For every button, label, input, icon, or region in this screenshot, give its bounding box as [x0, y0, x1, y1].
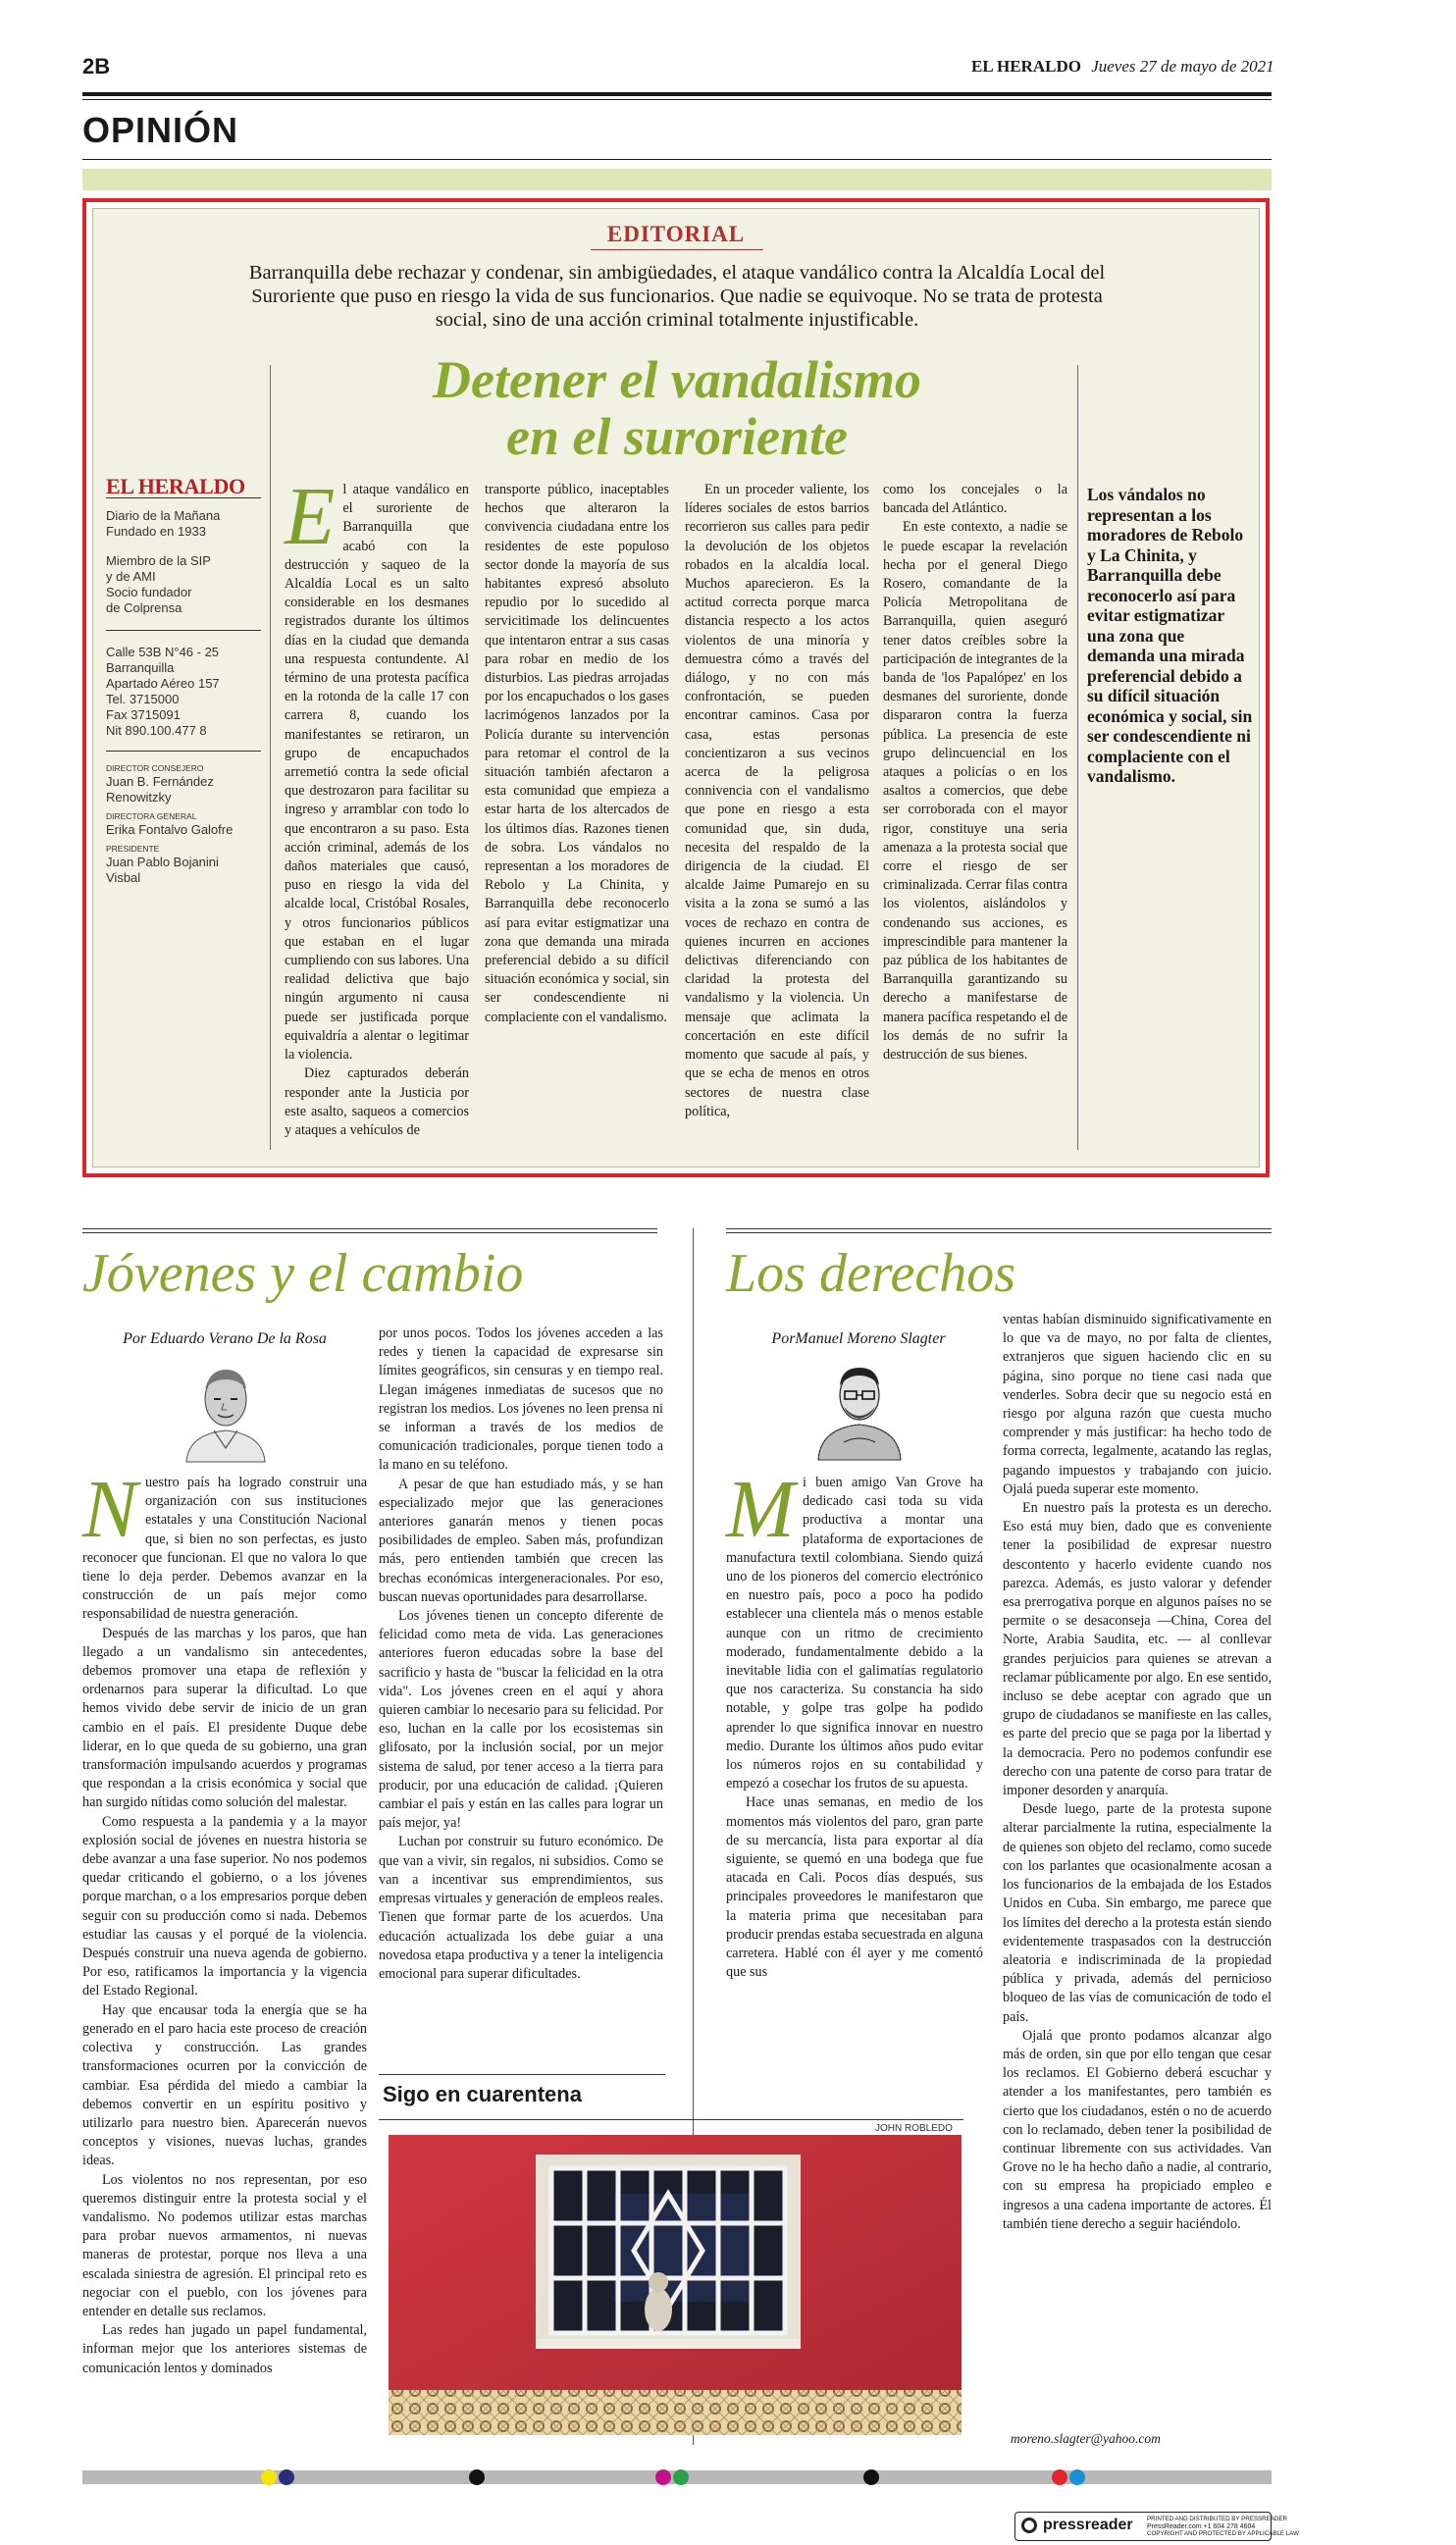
- registration-mark-magenta: [655, 2469, 671, 2485]
- photo-top-rule: [379, 2074, 665, 2075]
- left-column-text-2: [379, 1324, 663, 2068]
- masthead-role3: PRESIDENTE: [106, 844, 160, 854]
- section-green-band: [82, 169, 1272, 190]
- photo-credit: JOHN ROBLEDO: [875, 2123, 953, 2134]
- right-column-title: Los derechos: [726, 1243, 1016, 1304]
- masthead-rule-2: [106, 630, 261, 631]
- right-column-text-2: [1003, 1311, 1272, 2431]
- header-rule-thin: [82, 99, 1272, 100]
- masthead-addr5: Fax 3715091: [106, 707, 181, 722]
- editorial-paragraph-3: En un proceder valiente, los líderes sociales de estos barrios recorrieron sus calles para pedir la devolución de los objetos robados en la alcaldía local. Muchos aparecieron. Es la actitud correcta porque marca distancia respecto a los actos violentos de una minoría y demuestra cómo a través del diálogo, y no con más confrontación, se pueden encontrar caminos. Casa por casa, estas personas concientizaron a sus vecinos acerca de la peligrosa connivencia con el vandalismo que pone en riesgo a esta comunidad que, sin duda, necesita del respaldo de la dirigencia de la ciudad. El alcalde Jaime Pumarejo en su visita a la zona se sumó a las voces de rechazo en contra de quienes incurren en acciones delictivas diferenciando con claridad la protesta del vandalismo y la violencia. Un mensaje que aclimata la concertación en este difícil momento que sacude al país, y que se echa de menos en otros sectores de nuestra clase política,: [685, 482, 869, 1119]
- header-publication: [971, 57, 1272, 77]
- editorial-column-2: [485, 481, 669, 1158]
- editorial-paragraph-1: l ataque vandálico en el suroriente de Barranquilla que acabó con la destrucción y saqueo de la Alcaldía Local es un salto considerable en los desmanes registrados durante los últimos días en la ciudad que demanda una respuesta contundente. Al término de una protesta pacífica en la rotonda de la calle 17 con carrera 8, cuando los manifestantes se retiraron, un grupo de encapuchados arremetió contra la sede oficial que destrozaron para facilitar su ingreso y arramblar con todo lo que encontraron a su paso. Esta acción criminal, además de los daños materiales que causó, puso en riesgo la vida del alcalde local, Cristóbal Rosales, y otros funcionarios públicos que estaban en el lugar cumpliendo con sus labores. Una realidad delictiva que bajo ningún argumento ni causa puede ser justificada porque equivaldría a alentar o legitimar la violencia.: [285, 482, 469, 1064]
- editorial-title: [255, 351, 1099, 465]
- right-column-paragraph-2: Hace unas semanas, en medio de los momentos más violentos del paro, gran parte de su mercancía, lista para exportar al día siguiente, se quemó en una bodega que fue atacada en Cali. Pocos días después, sus principales proveedores le manifestaron que la materia prima que necesitaban para producir prendas estaba secuestrada en alguna carretera. Hablé con él ayer y me comentó que sus: [726, 1794, 983, 1981]
- left-column-paragraph-9: Los jóvenes tienen un concepto diferente de felicidad como meta de vida. Las generaciones anteriores fueron educadas sobre la base del sacrificio y hasta de "buscar la felicidad en la otra vida". Los jóvenes creen en el aquí y ahora quieren cambiar lo necesario para su felicidad. Por eso, luchan en la calle por los ecosistemas sin glifosato, por la inclusión social, por un mejor sistema de salud, por tener acceso a la tierra para producir, por una educación de calidad. ¡Quieren cambiar el país y están en las calles para lograr un país mejor, ya!: [379, 1608, 663, 1832]
- left-column-paragraph-3: Como respuesta a la pandemia y a la mayor explosión social de jóvenes en nuestra historia se debe avanzar a una fase superior. No nos podemos quedar criticando el gobierno, o a los jóvenes porque marchan, o a los empresarios porque deben seguir con su producción como si nada. Debemos estudiar las causas y el porqué de la violencia. Después construir una nueva agenda de gobierno. Por eso, ratificamos la importancia y la vigencia del Estado Regional.: [82, 1813, 367, 2000]
- registration-mark-navy: [279, 2469, 294, 2485]
- pullquote-divider: [1077, 365, 1078, 1150]
- masthead-name3a: Juan Pablo Bojanini: [106, 855, 219, 869]
- masthead-name2: Erika Fontalvo Galofre: [106, 822, 234, 837]
- masthead-tagline2: Fundado en 1933: [106, 524, 206, 539]
- masthead-member2: y de AMI: [106, 569, 156, 584]
- registration-mark-green: [673, 2469, 689, 2485]
- right-column-email[interactable]: moreno.slagter@yahoo.com: [1011, 2431, 1161, 2446]
- masthead-member4: de Colprensa: [106, 600, 182, 615]
- right-column-paragraph-4: En nuestro país la protesta es un derecho. Eso está muy bien, dado que es conveniente tener la posibilidad de expresar nuestro descontento y hacerlo evidente cuando nos parezca. Además, es justo valorar y defender esa prerrogativa porque en algunos países no se permite o se desaconseja —China, Corea del Norte, Arabia Saudita, etc. — al conllevar grandes perjuicios para quienes se atrevan a reclamar públicamente por algo. En ese sentido, incluso se debe aceptar con agrado que un grupo de ciudadanos se manifieste en las calles, es parte del precio que se paga por la libertad y la democracia. Pero no podemos confundir ese derecho con una patente de corso para tratar de imponer desorden y anarquía.: [1003, 1500, 1272, 1799]
- masthead-logo: EL HERALDO: [106, 474, 245, 498]
- left-column-paragraph-4: Hay que encausar toda la energía que se ha generado en el paro hacia este proceso de creación colectiva y construcción. Las grandes transformaciones ocurren por la convicción de cambiar. Esa pérdida del miedo a cambiar la debemos convertir en un espíritu positivo y utilizarlo para nuestro bien. Aparecerán nuevos conceptos y visiones, nuevas luchas, grandes ideas.: [82, 2001, 367, 2169]
- masthead-member1: Miembro de la SIP: [106, 553, 211, 568]
- left-column-byline: Por Eduardo Verano De la Rosa: [123, 1330, 327, 1347]
- right-author-portrait: [810, 1356, 909, 1460]
- editorial-lead: Barranquilla debe rechazar y condenar, sin ambigüedades, el ataque vandálico contra la Alcaldía Local del Suroriente que puso en riesgo la vida de sus funcionarios. Que nadie se equivoque. No se trata de protesta social, sino de una acción criminal totalmente injustificable.: [248, 262, 1106, 331]
- section-title: OPINIÓN: [82, 110, 239, 150]
- right-column-paragraph-1: i buen amigo Van Grove ha dedicado casi toda su vida productiva a montar una plataforma de exportaciones de manufactura textil colombiana. Siendo quizá uno de los pioneros del comercio electrónico en nuestro país, poco a poco ha podido establecer una clientela más o menos estable aunque con un ritmo de crecimiento moderado, fundamentalmente debido a la inevitable lidia con el galimatías regulatorio que nos caracteriza. Su constancia ha sido notable, y golpe tras golpe ha podido aprender lo que significa innovar en nuestro medio. Durante los últimos años pudo evitar los números rojos en su contabilidad y empezó a cosechar los frutos de su apuesta.: [726, 1475, 983, 1792]
- left-column-paragraph-8: A pesar de que han estudiado más, y se han especializado mejor que las generaciones anteriores ganarán menos y tienen pocas posibilidades de empleo. Saben más, profundizan más, pero entienden también que crecen las brechas económicas intergeneracionales. Por eso, buscan nuevas oportunidades para desarrollarse.: [379, 1476, 663, 1605]
- header-rule: [82, 92, 1272, 96]
- masthead-addr6: Nit 890.100.477 8: [106, 723, 207, 738]
- masthead-name1a: Juan B. Fernández: [106, 774, 214, 789]
- editorial-column-4: [883, 481, 1067, 1158]
- pressreader-badge[interactable]: [1014, 2512, 1299, 2541]
- registration-mark-red: [1052, 2469, 1067, 2485]
- masthead-divider: [270, 365, 271, 1150]
- left-column-paragraph-1: uestro país ha logrado construir una organización con sus instituciones estatales y una Constitución Nacional que, si bien no son perfectas, es justo reconocer que funcionan. El que no valora lo que tiene lo deja perder. Debemos avanzar en la construcción de un país mejor como responsabilidad de nuestra generación.: [82, 1475, 367, 1623]
- editorial-label: EDITORIAL: [606, 222, 746, 246]
- editorial-drop-cap: E: [285, 471, 336, 562]
- left-column-paragraph-10: Luchan por construir su futuro económico. De que van a vivir, sin regalos, ni subsidios. Como se van a incentivar sus emprendimientos, sus empresas virtuales y generación de empleos reales. Tienen que formar parte de los acuerdos. Una educación actualizada los debe guiar a una novedosa etapa productiva y a tener la inteligencia emocional para superar dificultades.: [379, 1834, 663, 1982]
- page-number: 2B: [82, 54, 111, 78]
- masthead-addr2: Barranquilla: [106, 660, 175, 675]
- masthead-name3b: Visbal: [106, 870, 141, 885]
- registration-mark-black-2: [863, 2469, 879, 2485]
- masthead-addr4: Tel. 3715000: [106, 692, 180, 706]
- editorial-paragraph-4: como los concejales o la bancada del Atlántico.: [883, 482, 1067, 517]
- pressreader-line2: PressReader.com +1 604 278 4604: [1147, 2522, 1256, 2530]
- masthead-role2: DIRECTORA GENERAL: [106, 811, 197, 821]
- masthead: [106, 474, 261, 886]
- left-author-portrait: [177, 1358, 275, 1462]
- pressreader-logo-icon: [1021, 2518, 1037, 2533]
- masthead-addr3: Apartado Aéreo 157: [106, 676, 220, 691]
- masthead-member3: Socio fundador: [106, 585, 192, 599]
- editorial-title-line1: Detener el vandalismo: [433, 350, 921, 409]
- right-column-drop-cap: M: [726, 1464, 795, 1555]
- editorial-column-3: [685, 481, 869, 1158]
- masthead-tagline1: Diario de la Mañana: [106, 508, 221, 523]
- section-rule: [82, 159, 1272, 160]
- registration-mark-black-1: [469, 2469, 485, 2485]
- editorial-pullquote: Los vándalos no representan a los moradores de Rebolo y La Chinita, y Barranquilla debe reconocerlo así para evitar estigmatizar una zona que demanda una mirada preferencial debido a su difícil situación económica y social, sin ser condescendiente ni complaciente con el vandalismo.: [1087, 485, 1253, 786]
- registration-mark-yellow: [261, 2469, 277, 2485]
- right-column-top-rule-2: [726, 1232, 1272, 1233]
- left-column-top-rule: [82, 1228, 657, 1229]
- left-column-drop-cap: N: [82, 1464, 138, 1555]
- left-column-paragraph-2: Después de las marchas y los paros, que han llegado a un vandalismo sin antecedentes, debemos promover una etapa de reflexión y ordenarnos para superar la dificultad. Lo que hemos vivido debe servir de inicio de un gran cambio en el país. El presidente Duque debe liderar, en lo que queda de su gobierno, una gran transformación impulsando acuerdos y programas que respondan a la crisis económica y social que han surgido nítidas como solución del malestar.: [82, 1625, 367, 1811]
- left-column-top-rule-2: [82, 1232, 657, 1233]
- pressreader-info: [1147, 2516, 1299, 2538]
- editorial-paragraph-5: En este contexto, a nadie se le puede escapar la revelación hecha por el general Diego Rosero, comandante de la Policía Metropolitana de Barranquilla, quien aseguró tener datos creíbles sobre la participación de integrantes de la banda de 'los Papalópez' en los desmanes del suroriente, donde dispararon contra la fuerza pública. La presencia de este grupo delincuencial en los ataques a policías o en los asaltos a comercios, que debe ser corroborada con el mayor rigor, constituye una seria amenaza a la protesta social que corre el riesgo de ser criminalizada. Cerrar filas contra los violentos, aislándolos y condenando sus acciones, es imprescindible para mantener la paz pública de los habitantes de Barranquilla garantizando su derecho a manifestarse de manera pacífica respetando el de los demás de no sufrir la destrucción de sus bienes.: [883, 519, 1067, 1064]
- photo-caption-title: Sigo en cuarentena: [383, 2082, 582, 2106]
- pressreader-line1: PRINTED AND DISTRIBUTED BY PRESSREADER: [1147, 2516, 1287, 2522]
- publication-name: EL HERALDO: [971, 57, 1081, 76]
- editorial-paragraph-2-cont: transporte público, inaceptables hechos que alteraron la convivencia ciudadana entre los residentes de este populoso sector donde la mayoría de sus habitantes expresó absoluto repudio por lo sucedido al servicitimade los delincuentes que intentaron entrar a sus casas para robar en medio de los disturbios. Las piedras arrojadas por los encapuchados o los gases lacrimógenos lanzados por la Policía durante su intervención para retomar el control de la situación también afectaron a esta comunidad que empieza a estar harta de los altercados de los últimos días. Razones tienen de sobra. Los vándalos no representan a los moradores de Rebolo y La Chinita, y Barranquilla debe reconocerlo así para evitar estigmatizar una zona que demanda una mirada preferencial debido a su difícil situación económica y social, sin ser condescendiente ni complaciente con el vandalismo.: [485, 482, 669, 1025]
- left-column-paragraph-6: Las redes han jugado un papel fundamental, informan mejor que los anteriores sistemas de comunicación lentos y dominados: [82, 2322, 367, 2376]
- left-column-title: Jóvenes y el cambio: [82, 1243, 524, 1304]
- masthead-name1b: Renowitzky: [106, 790, 172, 805]
- masthead-addr1: Calle 53B N°46 - 25: [106, 645, 220, 659]
- editorial-paragraph-2: Diez capturados deberán responder ante la Justicia por este asalto, saqueos a comercios y ataques a vehículos de: [285, 1065, 469, 1138]
- pressreader-line3: COPYRIGHT AND PROTECTED BY APPLICABLE LAW: [1147, 2530, 1299, 2538]
- masthead-rule-3: [106, 751, 261, 752]
- right-column-byline: PorManuel Moreno Slagter: [771, 1330, 946, 1347]
- header-date: Jueves 27 de mayo de 2021: [1091, 57, 1274, 76]
- right-column-paragraph-5: Desde luego, parte de la protesta supone alterar parcialmente la rutina, especialmente la de quienes son objeto del reclamo, como sucede con los parlantes que ocasionalmente acosan a los funcionarios de la embajada de los Estados Unidos en Cuba. Sin embargo, me parece que los límites del derecho a la protesta están siendo evidentemente traspasados con la destrucción aleatoria e indiscriminada de la propiedad pública y privada, además del pernicioso bloqueo de las vías de comunicación de todo el país.: [1003, 1801, 1272, 2025]
- right-column-text-1: [726, 1464, 983, 2445]
- right-column-paragraph-3: ventas habían disminuido significativamente en lo que va de mayo, no por falta de clientes, extranjeros que siguen haciendo clic en su página, sino porque no tiene casi nada que venderles. Sobra decir que su negocio está en riesgo por alguna razón que cuesta mucho comprender y más justificar: ha hecho todo de forma correcta, legalmente, acatando las reglas, pagando impuestos y trabajando con juicio. Ojalá pueda superar este momento.: [1003, 1312, 1272, 1497]
- pressreader-brand: pressreader: [1043, 2517, 1133, 2533]
- right-column-top-rule: [726, 1228, 1272, 1229]
- left-column-paragraph-7: por unos pocos. Todos los jóvenes acceden a las redes y tienen la capacidad de expresarse sin límites geográficos, sin censuras y en tiempo real. Llegan imágenes inmediatas de sucesos que no registran los medios. Los jóvenes no leen prensa ni se informan a través de los medios de comunicación tradicionales, porque tienen todo a la mano en su teléfono.: [379, 1325, 663, 1474]
- editorial-title-line2: en el suroriente: [505, 407, 849, 466]
- right-column-paragraph-6: Ojalá que pronto podamos alcanzar algo más de orden, sin que por ello tengan que cesar los reclamos. El Gobierno deberá escuchar y atender a los manifestantes, pero también es cierto que los ciudadanos, estén o no de acuerdo con lo reclamado, deben tener la posibilidad de continuar libremente con sus actividades. Van Grove no le ha hecho daño a nadie, al contrario, con su empresa ha propiciado empleo e ingresos a una cadena importante de actores. Él también tiene derecho a seguir haciéndolo.: [1003, 2027, 1272, 2232]
- masthead-role1: DIRECTOR CONSEJERO: [106, 763, 204, 773]
- left-column-text-1: [82, 1464, 367, 2445]
- left-column-paragraph-5: Los violentos no nos representan, por eso queremos distinguir entre la protesta social y el vandalismo. No podemos utilizar estas marchas para probar nuevos armamentos, ni nuevas maneras de protestar, porque nos lleva a una escalada siniestra de agresión. El principal reto es negociar con el pueblo, con los jóvenes para entender en detalle sus reclamos.: [82, 2171, 367, 2319]
- registration-mark-cyan: [1069, 2469, 1085, 2485]
- editorial-label-underline: [591, 249, 763, 250]
- editorial-column-1: [285, 471, 469, 1158]
